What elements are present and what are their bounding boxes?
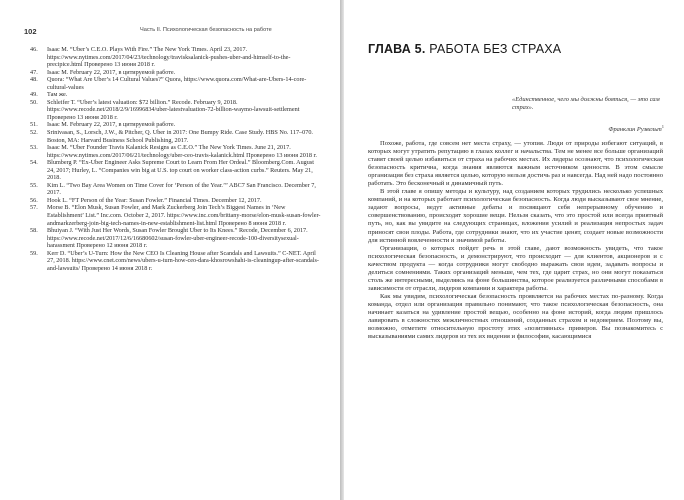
note-text: Srinivasan, S., Lorsch, J.W., & Pitcher, Q. Uber in 2017: One Bumpy Ride. Case Study. HBS No. 117–070. Boston, MA: Harvard Business School Publishing, 2017.: [47, 129, 313, 144]
note-text: Morse B. “Elon Musk, Susan Fowler, and Mark Zuckerberg Join Tech’s Biggest Names in ‘New Establishment’ List.” Inc.com. October 2, 2017. https://www.inc.com/brittany-morse/elon-musk-susan-fowler-andmarkzerberg-join-big-tech-names-in-new-establishment-list.html Проверено 8 июня 2018 г.: [47, 204, 321, 227]
note-number: 57.: [30, 204, 38, 212]
note-text: Bhuiyan J. “With Just Her Words, Susan Fowler Brought Uber to Its Knees.” Recode, December 6, 2017. https://www.recode.net/2017/12/6/16680602/susan-fowler-uber-engineer-recode-100-diversitysexual-harassment Проверено 12 июня 2018 г.: [47, 227, 308, 250]
note-text: Hook L. “FT Person of the Year: Susan Fowler.” Financial Times. December 12, 2017.: [47, 196, 262, 204]
note-item: [30, 99, 322, 122]
chapter-body: [368, 140, 663, 341]
note-item: [30, 250, 322, 273]
note-number: 49.: [30, 91, 38, 99]
note-text: Там же.: [47, 91, 68, 99]
note-item: [30, 227, 322, 250]
note-text: Isaac M. February 22, 2017, в цитируемой работе.: [47, 68, 176, 76]
note-text: Isaac M. “Uber’s C.E.O. Plays With Fire.” The New York Times. April 23, 2017. https://www.nytimes.com/2017/04/23/technology/travisksalanick-pushes-uber-and-himself-to-the-precipice.html Проверено 13 июня 2018 г.: [47, 46, 291, 69]
note-number: 47.: [30, 68, 38, 76]
body-paragraph: В этой главе я опишу методы и культуру, над созданием которых трудились несколько успешных компаний, и на которых работает психологическая безопасность. Когда люди высказывают свое мнение, задают вопросы, ведут активные дебаты и посвящают себя непрерывному обучению и совершенствованию, происходят хорошие вещи. Нельзя сказать, что это простой или всегда приятный путь, но, как вы увидите на следующих страницах, вложения усилий и реализация непростых задач приносят свои плоды. Работа, где сотрудники знают, что их участие ценят, создает новые возможности для истинной вовлеченности и значимой работы.: [368, 188, 663, 244]
right-page: [344, 0, 684, 500]
body-paragraph: Похоже, работа, где совсем нет места страху, — утопия. Люди от природы избегают ситуаций, в которых могут утратить репутацию в глазах коллег и начальства. Тем не менее все больше организаций ставят своей целью избавиться от страха на рабочих местах. Их лидеры осознают, что психологическая безопасность критична, когда знания являются важным источником ценности. В этом смысле организация без страха является целью, которую нельзя достичь раз и навсегда. Над ней надо постоянно работать. Это бесконечный и динамичный путь.: [368, 140, 663, 188]
note-number: 50.: [30, 98, 38, 106]
note-number: 51.: [30, 121, 38, 129]
note-item: [30, 197, 322, 205]
left-page: [0, 0, 340, 500]
note-item: [30, 69, 322, 77]
note-item: [30, 182, 322, 197]
epigraph-author-name: Франклин Рузвельт: [608, 126, 662, 134]
note-number: 56.: [30, 196, 38, 204]
note-text: Quora: “What Are Uber’s 14 Cultural Values?” Quora, https://www.quora.com/What-are-Ubers-14-core-cultural-values: [47, 76, 307, 91]
note-number: 54.: [30, 159, 38, 167]
page-number: 102: [24, 27, 37, 36]
note-item: [30, 121, 322, 129]
note-text: Isaac M. “Uber Founder Travis Kalanick Resigns as C.E.O.” The New York Times. June 21, 2017. https://www.nytimes.com/2017/06/21/technology/uber-ceo-travis-kalanick.html Проверено 13 июня 2018 г.: [47, 144, 317, 159]
note-item: [30, 204, 322, 227]
epigraph: «Единственное, чего мы должны бояться, — это сам страх».: [512, 96, 660, 112]
note-text: Schleifer T. “Uber’s latest valuation: $72 billion.” Recode. February 9, 2018. https://www.recode.net/2018/2/9/16996834/uber-latestvaluation-72-billion-waymo-lawsuit-settlement Проверено 13 июня 2018 г.: [47, 98, 300, 121]
running-header: Часть II. Психологическая безопасность на работе: [140, 27, 272, 33]
chapter-title: [368, 42, 561, 56]
note-number: 46.: [30, 46, 38, 53]
note-number: 53.: [30, 144, 38, 152]
note-text: Blumberg P. “Ex-Uber Engineer Asks Supreme Court to Learn From Her Ordeal.” Bloomberg.Com. August 24, 2017; Hurley, L. “Companies win big at U.S. top court on worker class-action curbs.” Reuters. May 21, 2018.: [47, 159, 314, 182]
note-item: [30, 76, 322, 91]
epigraph-author: [534, 124, 664, 133]
note-text: Kerr D. “Uber’s U-Turn: How the New CEO Is Cleaning House after Scandals and Lawsuits.” C-NET. April 27, 2018. https://www.cnet.com/news/ubers-u-turn-how-ceo-dara-khosrowshahi-is-cleaningup-after-scandals-and-lawsuits/ Проверено 14 июня 2018 г.: [47, 249, 319, 272]
note-number: 48.: [30, 76, 38, 84]
note-number: 59.: [30, 249, 38, 257]
body-paragraph: Организации, о которых пойдет речь в этой главе, дают возможность увидеть, что такое психологическая безопасность, и демонстрируют, что происходит — для клиентов, акционеров и с качеством продукта — когда сотрудники могут свободно выражать свои идеи, задавать вопросы и делиться сомнениями. Таких организаций меньше, чем тех, где царит страх, но они могут показаться столь же интересными, выделяясь на фоне большинства, которое реализуется различными способами в зависимости от отрасли, лидеров компании и характера работы.: [368, 244, 663, 292]
body-paragraph: Как мы увидим, психологическая безопасность проявляется на рабочих местах по-разному. Когда команда, отдел или организация правильно понимают, что такое психологическая безопасность, она начинает казаться на удивление простой вещью, особенно на фоне историй, когда людям пришлось лавировать в сложностях межличностных отношений, созданных страхом и недоверием. Поэтому вы, возможно, отметите относительную простоту этих «позитивных» примеров. Вы познакомитесь с высказываниями самих лидеров из тех их видения и философии, касающимися: [368, 292, 663, 341]
note-item: [30, 144, 322, 159]
note-number: 52.: [30, 129, 38, 137]
note-item: [30, 46, 322, 69]
epigraph-footnote-ref: 1: [661, 124, 664, 129]
note-text: Isaac M. February 22, 2017, в цитируемой работе.: [47, 121, 176, 129]
note-text: Kim L. “Two Bay Area Women on Time Cover for ‘Person of the Year.’” ABC7 San Francisco. December 7, 2017.: [47, 181, 316, 197]
note-number: 55.: [30, 181, 38, 189]
chapter-title-text: РАБОТА БЕЗ СТРАХА: [429, 42, 562, 56]
notes-list: [30, 46, 322, 272]
chapter-label: ГЛАВА 5.: [368, 42, 426, 56]
note-item: [30, 91, 322, 99]
note-number: 58.: [30, 227, 38, 235]
note-item: [30, 129, 322, 144]
note-item: [30, 159, 322, 182]
